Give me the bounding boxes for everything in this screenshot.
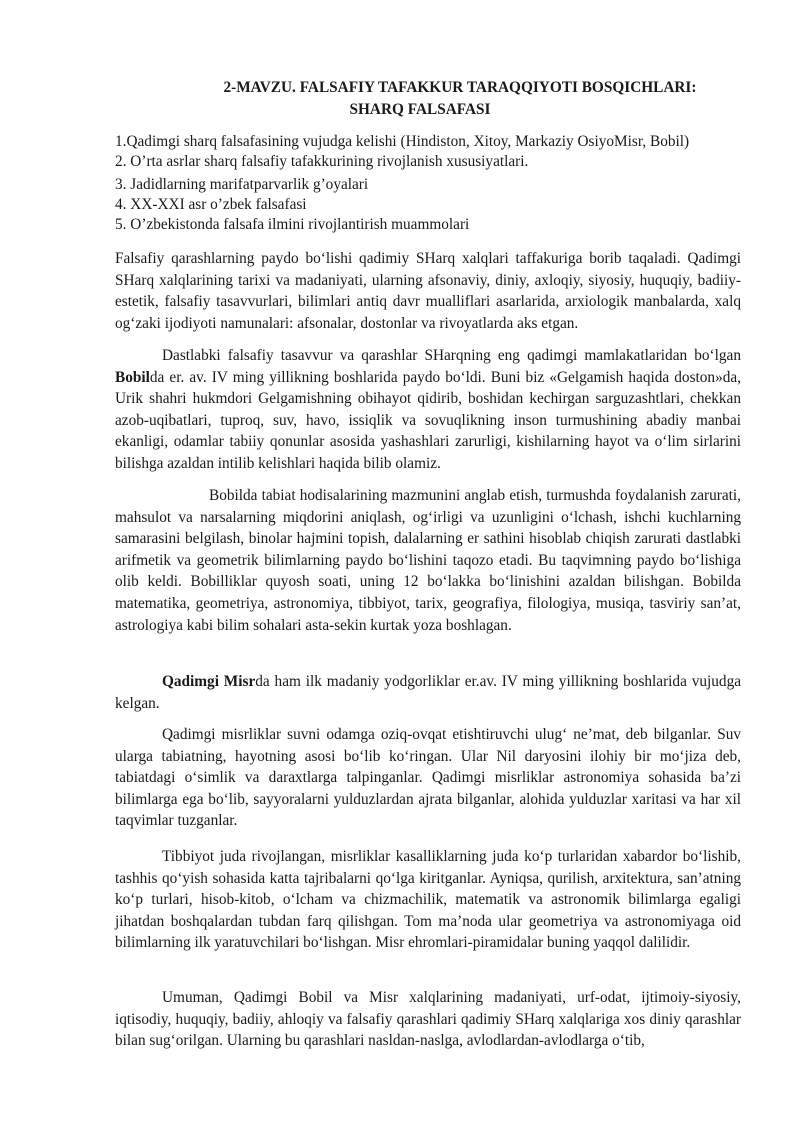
plan-item-4: 4. XX-XXI asr o’zbek falsafasi bbox=[115, 196, 307, 213]
paragraph-4 bbox=[115, 671, 741, 714]
paragraph-2-text-end: da er. av. IV ming yillikning boshlarida paydo bo‘ldi. Buni biz «Gelgamish haqida doston»da, Urik shahri hukmdori Gelgamishning obihayot qidirib, boshidan kechirgan sarguzashtlari, chekkan azob-uqibatlari, tuproq, suv, havo, issiqlik va sovuqlikning inson turmushining abadiy manbai ekanligi, odamlar tabiiy qonunlar asosida yashashlari zarurligi, kishilarning hayot va o‘lim sirlarini bilishga azaldan intilib kelishlari haqida bilib olamiz. bbox=[115, 368, 741, 472]
plan-item-2: 2. O’rta asrlar sharq falsafiy tafakkurining rivojlanish xususiyatlari. bbox=[115, 153, 529, 170]
paragraph-4-bold-term: Qadimgi Misr bbox=[162, 673, 256, 690]
plan-item-1: 1.Qadimgi sharq falsafasining vujudga kelishi (Hindiston, Xitoy, Markaziy OsiyoMisr, Bobil) bbox=[115, 133, 690, 150]
document-title-line-2: SHARQ FALSAFASI bbox=[349, 101, 491, 118]
document-title-line-1: 2-MAVZU. FALSAFIY TAFAKKUR TARAQQIYOTI BOSQICHLARI: bbox=[223, 79, 697, 96]
plan-item-5: 5. O’zbekistonda falsafa ilmini rivojlantirish muammolari bbox=[115, 216, 470, 233]
paragraph-3: Bobilda tabiat hodisalarining mazmunini anglab etish, turmushda foydalanish zarurati, mahsulot va narsalarning miqdorini aniqlash, og‘irligi va uzunligini o‘lchash, ishchi kuchlarning samarasini belgilash, binolar hajmini topish, dalalarning er sathini hisoblab chiqish zarurati dastlabki arifmetik va geometrik bilimlarning paydo bo‘lishini taqozo etadi. Bu taqvimning paydo bo‘lishiga olib keldi. Bobilliklar quyosh soati, uning 12 bo‘lakka bo‘linishini azaldan bilishgan. Bobilda matematika, geometriya, astronomiya, tibbiyot, tarix, geografiya, filologiya, musiqa, tasviriy san’at, astrologiya kabi bilim sohalari asta-sekin kurtak yoza boshlagan. bbox=[115, 487, 741, 634]
paragraph-2-bold-term: Bobil bbox=[115, 368, 150, 386]
paragraph-2 bbox=[115, 345, 741, 475]
paragraph-4-text: da ham ilk madaniy yodgorliklar er.av. IV ming yillikning boshlarida vujudga kelgan. bbox=[115, 673, 742, 712]
paragraph-5: Qadimgi misrliklar suvni odamga oziq-ovqat etishtiruvchi ulug‘ ne’mat, deb bilganlar. Suv ularga tabiatning, hayotning asosi bo‘lib ko‘ringan. Ular Nil daryosini ilohiy bir mo‘jiza deb, tabiatdagi o‘simlik va daraxtlarga talpinganlar. Qadimgi misrliklar astronomiya sohasida ba’zi bilimlarga ega bo‘lib, sayyoralarni yulduzlardan ajrata bilganlar, alohida yulduzlar xaritasi va har xil taqvimlar tuzganlar. bbox=[115, 726, 741, 830]
paragraph-1: Falsafiy qarashlarning paydo bo‘lishi qadimiy SHarq xalqlari taffakuriga borib taqaladi. Qadimgi SHarq xalqlarining tarixi va madaniyati, ularning afsonaviy, diniy, axloqiy, siyosiy, huquqiy, badiiy-estetik, falsafiy tasavvurlari, bilimlari antiq davr mualliflari asarlarida, arxiologik manbalarda, xalq og‘zaki ijodiyoti namunalari: afsonalar, dostonlar va rivoyatlarda aks etgan. bbox=[115, 250, 741, 332]
plan-item-3: 3. Jadidlarning marifatparvarlik g’oyalari bbox=[115, 176, 369, 193]
paragraph-6: Tibbiyot juda rivojlangan, misrliklar kasalliklarning juda ko‘p turlaridan xabardor bo‘lishib, tashhis qo‘yish sohasida katta tajribalarni qo‘lga kiritganlar. Ayniqsa, qurilish, arxitektura, san’atning ko‘p turlari, hisob-kitob, o‘lcham va chizmachilik, matematik va astronomik bilimlarga egaligi jihatdan boshqalardan tubdan farq qilishgan. Tom ma’noda ular geometriya va astronomiyaga oid bilimlarning ilk yaratuvchilari bo‘lishgan. Misr ehromlari-piramidalar buning yaqqol dalilidir. bbox=[115, 848, 741, 952]
paragraph-7: Umuman, Qadimgi Bobil va Misr xalqlarining madaniyati, urf-odat, ijtimoiy-siyosiy, iqtisodiy, huquqiy, badiiy, ahloqiy va falsafiy qarashlari qadimiy SHarq xalqlariga xos diniy qarashlar bilan sug‘orilgan. Ularning bu qarashlari nasldan-naslga, avlodlardan-avlodlarga o‘tib, bbox=[115, 989, 741, 1050]
paragraph-2-text-start: Dastlabki falsafiy tasavvur va qarashlar SHarqning eng qadimgi mamlakatlaridan bo‘lgan bbox=[162, 347, 741, 364]
